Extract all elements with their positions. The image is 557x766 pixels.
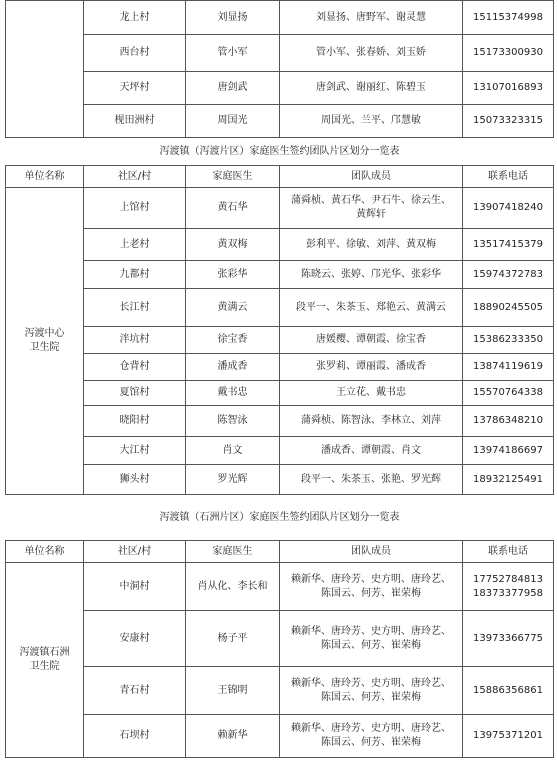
doctor-cell: 刘显扬	[186, 1, 280, 35]
community-cell: 石坝村	[84, 715, 186, 758]
community-cell: 上老村	[84, 229, 186, 261]
doctor-cell: 罗光辉	[186, 465, 280, 495]
members-cell: 赖新华、唐玲芳、史方明、唐玲艺、 陈国云、何芳、崔荣梅	[280, 715, 463, 758]
table-row	[6, 188, 554, 229]
header-members: 团队成员	[280, 166, 463, 188]
doctor-cell: 赖新华	[186, 715, 280, 758]
header-doctor: 家庭医生	[186, 541, 280, 563]
community-cell: 天坪村	[84, 72, 186, 105]
phone-cell: 13517415379	[463, 229, 554, 261]
members-cell: 赖新华、唐玲芳、史方明、唐玲艺、 陈国云、何芳、崔荣梅	[280, 563, 463, 611]
doctor-cell: 唐剑武	[186, 72, 280, 105]
header-row	[6, 541, 554, 563]
section-title-row	[6, 138, 554, 166]
members-cell: 潘成香、谭朝霞、肖文	[280, 437, 463, 465]
header-unit: 单位名称	[6, 166, 84, 188]
community-cell: 夏馆村	[84, 381, 186, 406]
community-cell: 大江村	[84, 437, 186, 465]
members-cell: 段平一、朱茶玉、张艳、罗光辉	[280, 465, 463, 495]
phone-cell: 13974186697	[463, 437, 554, 465]
header-community: 社区/村	[84, 541, 186, 563]
community-cell: 安康村	[84, 611, 186, 667]
table-row	[6, 35, 554, 72]
members-cell: 唐剑武、谢丽红、陈碧玉	[280, 72, 463, 105]
table-row	[6, 465, 554, 495]
community-cell: 九都村	[84, 261, 186, 289]
table-row	[6, 289, 554, 327]
community-cell: 龙上村	[84, 1, 186, 35]
table-row	[6, 327, 554, 354]
community-cell: 泮坑村	[84, 327, 186, 354]
doctor-team-table	[5, 0, 554, 758]
members-cell: 彭利平、徐敏、刘萍、黄双梅	[280, 229, 463, 261]
phone-cell: 18932125491	[463, 465, 554, 495]
table-row	[6, 229, 554, 261]
doctor-cell: 肖从化、李长和	[186, 563, 280, 611]
doctor-cell: 徐宝香	[186, 327, 280, 354]
doctor-cell: 黄双梅	[186, 229, 280, 261]
members-cell: 张罗莉、谭丽霞、潘成香	[280, 354, 463, 381]
community-cell: 狮头村	[84, 465, 186, 495]
doctor-cell: 肖文	[186, 437, 280, 465]
members-cell: 蒲舜桢、陈智泳、李林立、刘萍	[280, 406, 463, 437]
table-row	[6, 667, 554, 715]
table-row	[6, 1, 554, 35]
header-members: 团队成员	[280, 541, 463, 563]
table-row	[6, 381, 554, 406]
community-cell: 长江村	[84, 289, 186, 327]
phone-cell: 15173300930	[463, 35, 554, 72]
table-row	[6, 261, 554, 289]
doctor-team-table-sheet	[5, 0, 553, 758]
phone-cell: 18890245505	[463, 289, 554, 327]
members-cell: 段平一、朱茶玉、郑艳云、黄满云	[280, 289, 463, 327]
members-cell: 刘显扬、唐野军、谢灵慧	[280, 1, 463, 35]
members-cell: 管小军、张春娇、刘玉娇	[280, 35, 463, 72]
doctor-cell: 管小军	[186, 35, 280, 72]
members-cell: 赖新华、唐玲芳、史方明、唐玲艺、 陈国云、何芳、崔荣梅	[280, 667, 463, 715]
unit-cell: 泻渡中心 卫生院	[6, 188, 84, 495]
doctor-cell: 陈智泳	[186, 406, 280, 437]
community-cell: 仓背村	[84, 354, 186, 381]
unit-cell: 泻渡镇石洲 卫生院	[6, 563, 84, 758]
section-title: 泻渡镇（泻渡片区）家庭医生签约团队片区划分一览表	[6, 138, 554, 166]
table-row	[6, 72, 554, 105]
members-cell: 周国光、兰平、邝慧敏	[280, 105, 463, 138]
table-row	[6, 105, 554, 138]
header-unit: 单位名称	[6, 541, 84, 563]
header-phone: 联系电话	[463, 166, 554, 188]
phone-cell: 15073323315	[463, 105, 554, 138]
community-cell: 上馆村	[84, 188, 186, 229]
doctor-cell: 戴书忠	[186, 381, 280, 406]
phone-cell: 13107016893	[463, 72, 554, 105]
members-cell: 唐媛樱、谭朝霞、徐宝香	[280, 327, 463, 354]
table-row	[6, 406, 554, 437]
phone-cell: 13786348210	[463, 406, 554, 437]
table-row	[6, 437, 554, 465]
community-cell: 中洞村	[84, 563, 186, 611]
members-cell: 王立花、戴书忠	[280, 381, 463, 406]
doctor-cell: 张彩华	[186, 261, 280, 289]
section-title-row	[6, 495, 554, 541]
phone-cell: 15974372783	[463, 261, 554, 289]
phone-cell: 15570764338	[463, 381, 554, 406]
doctor-cell: 潘成香	[186, 354, 280, 381]
section-title: 泻渡镇（石洲片区）家庭医生签约团队片区划分一览表	[6, 495, 554, 541]
header-doctor: 家庭医生	[186, 166, 280, 188]
doctor-cell: 周国光	[186, 105, 280, 138]
doctor-cell: 黄满云	[186, 289, 280, 327]
table-row	[6, 563, 554, 611]
doctor-cell: 黄石华	[186, 188, 280, 229]
unit-cell-continued	[6, 1, 84, 138]
table-row	[6, 715, 554, 758]
members-cell: 赖新华、唐玲芳、史方明、唐玲艺、 陈国云、何芳、崔荣梅	[280, 611, 463, 667]
members-cell: 陈晓云、张婷、邝光华、张彩华	[280, 261, 463, 289]
community-cell: 枧田洲村	[84, 105, 186, 138]
phone-cell: 15886356861	[463, 667, 554, 715]
doctor-cell: 杨子平	[186, 611, 280, 667]
phone-cell: 13973366775	[463, 611, 554, 667]
phone-cell: 15386233350	[463, 327, 554, 354]
header-community: 社区/村	[84, 166, 186, 188]
community-cell: 晓阳村	[84, 406, 186, 437]
table-row	[6, 611, 554, 667]
doctor-cell: 王锦明	[186, 667, 280, 715]
phone-cell: 15115374998	[463, 1, 554, 35]
phone-cell: 17752784813 18373377958	[463, 563, 554, 611]
header-phone: 联系电话	[463, 541, 554, 563]
table-row	[6, 354, 554, 381]
phone-cell: 13874119619	[463, 354, 554, 381]
phone-cell: 13907418240	[463, 188, 554, 229]
community-cell: 西台村	[84, 35, 186, 72]
header-row	[6, 166, 554, 188]
community-cell: 青石村	[84, 667, 186, 715]
members-cell: 蒲舜桢、黄石华、尹石牛、徐云生、 黄辉轩	[280, 188, 463, 229]
phone-cell: 13975371201	[463, 715, 554, 758]
